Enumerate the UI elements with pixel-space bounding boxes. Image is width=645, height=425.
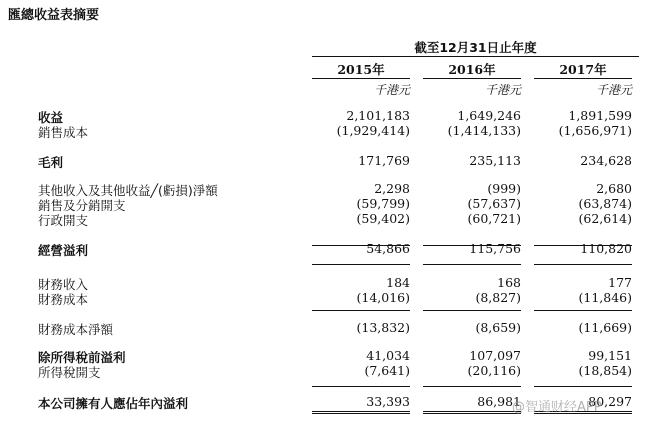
row-value: (1,929,414) [336,123,410,138]
row-label: 本公司擁有人應佔年內溢利 [38,396,189,411]
row-label: 除所得稅前溢利 [38,350,126,365]
row-value: 107,097 [469,348,521,363]
row-value: 234,628 [580,153,632,168]
row-value: 33,393 [366,394,410,409]
subtotal-rule [534,264,632,265]
row-value: (999) [487,181,521,196]
table-title: 匯總收益表摘要 [8,8,100,23]
row-value: (63,874) [578,196,632,211]
watermark: @智通财经APP [512,400,602,415]
row-value: (7,641) [364,363,410,378]
row-label: 銷售成本 [38,125,89,140]
row-value: 80,297 [588,394,632,409]
row-value: 2,680 [596,181,632,196]
row-value: 235,113 [469,153,521,168]
table-row [0,320,645,336]
row-label: 其他收入及其他收益╱(虧損)淨額 [38,183,218,198]
table-row [0,196,645,212]
row-label: 收益 [38,110,64,125]
row-value: (8,659) [475,320,521,335]
column-rule [312,78,410,79]
column-rule [423,78,521,79]
subtotal-rule [534,245,632,246]
row-value: (14,016) [356,290,410,305]
row-value: 1,649,246 [457,108,521,123]
row-value: (60,721) [467,211,521,226]
table-row [0,123,645,139]
row-label: 銷售及分銷開支 [38,198,126,213]
row-value: (1,656,971) [558,123,632,138]
row-value: 177 [608,275,632,290]
period-header: 截至12月31日止年度 [414,40,537,55]
row-label: 毛利 [38,155,64,170]
table-row [0,241,645,257]
subtotal-rule [534,310,632,311]
table-row [0,153,645,169]
subtotal-rule [534,386,632,387]
row-value: (8,827) [475,290,521,305]
column-rule [534,78,632,79]
row-value: (59,799) [356,196,410,211]
row-value: 115,756 [469,241,521,256]
table-row [0,108,645,124]
row-value: 2,298 [374,181,410,196]
row-label: 行政開支 [38,213,89,228]
column-year-2016: 2016年 [448,62,496,77]
row-value: 184 [386,275,410,290]
row-value: (1,414,133) [447,123,521,138]
table-row [0,181,645,197]
subtotal-rule [423,310,521,311]
subtotal-rule [312,310,410,311]
row-label: 財務成本淨額 [38,322,114,337]
row-value: (11,846) [578,290,632,305]
subtotal-rule [423,264,521,265]
subtotal-rule [423,245,521,246]
subtotal-rule [312,264,410,265]
subtotal-rule [423,386,521,387]
row-value: 110,820 [580,241,632,256]
row-value: (57,637) [467,196,521,211]
table-row [0,363,645,379]
row-label: 財務成本 [38,292,89,307]
row-value: 41,034 [366,348,410,363]
row-value: 86,981 [477,394,521,409]
row-value: 99,151 [588,348,632,363]
row-value: (11,669) [578,320,632,335]
column-year-2015: 2015年 [337,62,385,77]
total-double-rule [423,411,521,414]
column-year-2017: 2017年 [559,62,607,77]
table-row [0,275,645,291]
table-row [0,290,645,306]
subtotal-rule [312,245,410,246]
row-value: (62,614) [578,211,632,226]
row-value: 1,891,599 [568,108,632,123]
row-value: 168 [497,275,521,290]
period-header-rule [312,56,639,57]
row-value: (20,116) [467,363,521,378]
row-value: (13,832) [356,320,410,335]
row-label: 財務收入 [38,277,89,292]
subtotal-rule [312,386,410,387]
column-unit: 千港元 [595,83,632,97]
row-value: (59,402) [356,211,410,226]
table-row [0,348,645,364]
column-unit: 千港元 [484,83,521,97]
column-unit: 千港元 [373,83,410,97]
row-value: 171,769 [358,153,410,168]
total-double-rule [312,411,410,414]
row-value: 2,101,183 [346,108,410,123]
row-label: 所得稅開支 [38,365,101,380]
row-label: 經營溢利 [38,243,89,258]
row-value: 54,866 [366,241,410,256]
row-value: (18,854) [578,363,632,378]
table-row [0,211,645,227]
